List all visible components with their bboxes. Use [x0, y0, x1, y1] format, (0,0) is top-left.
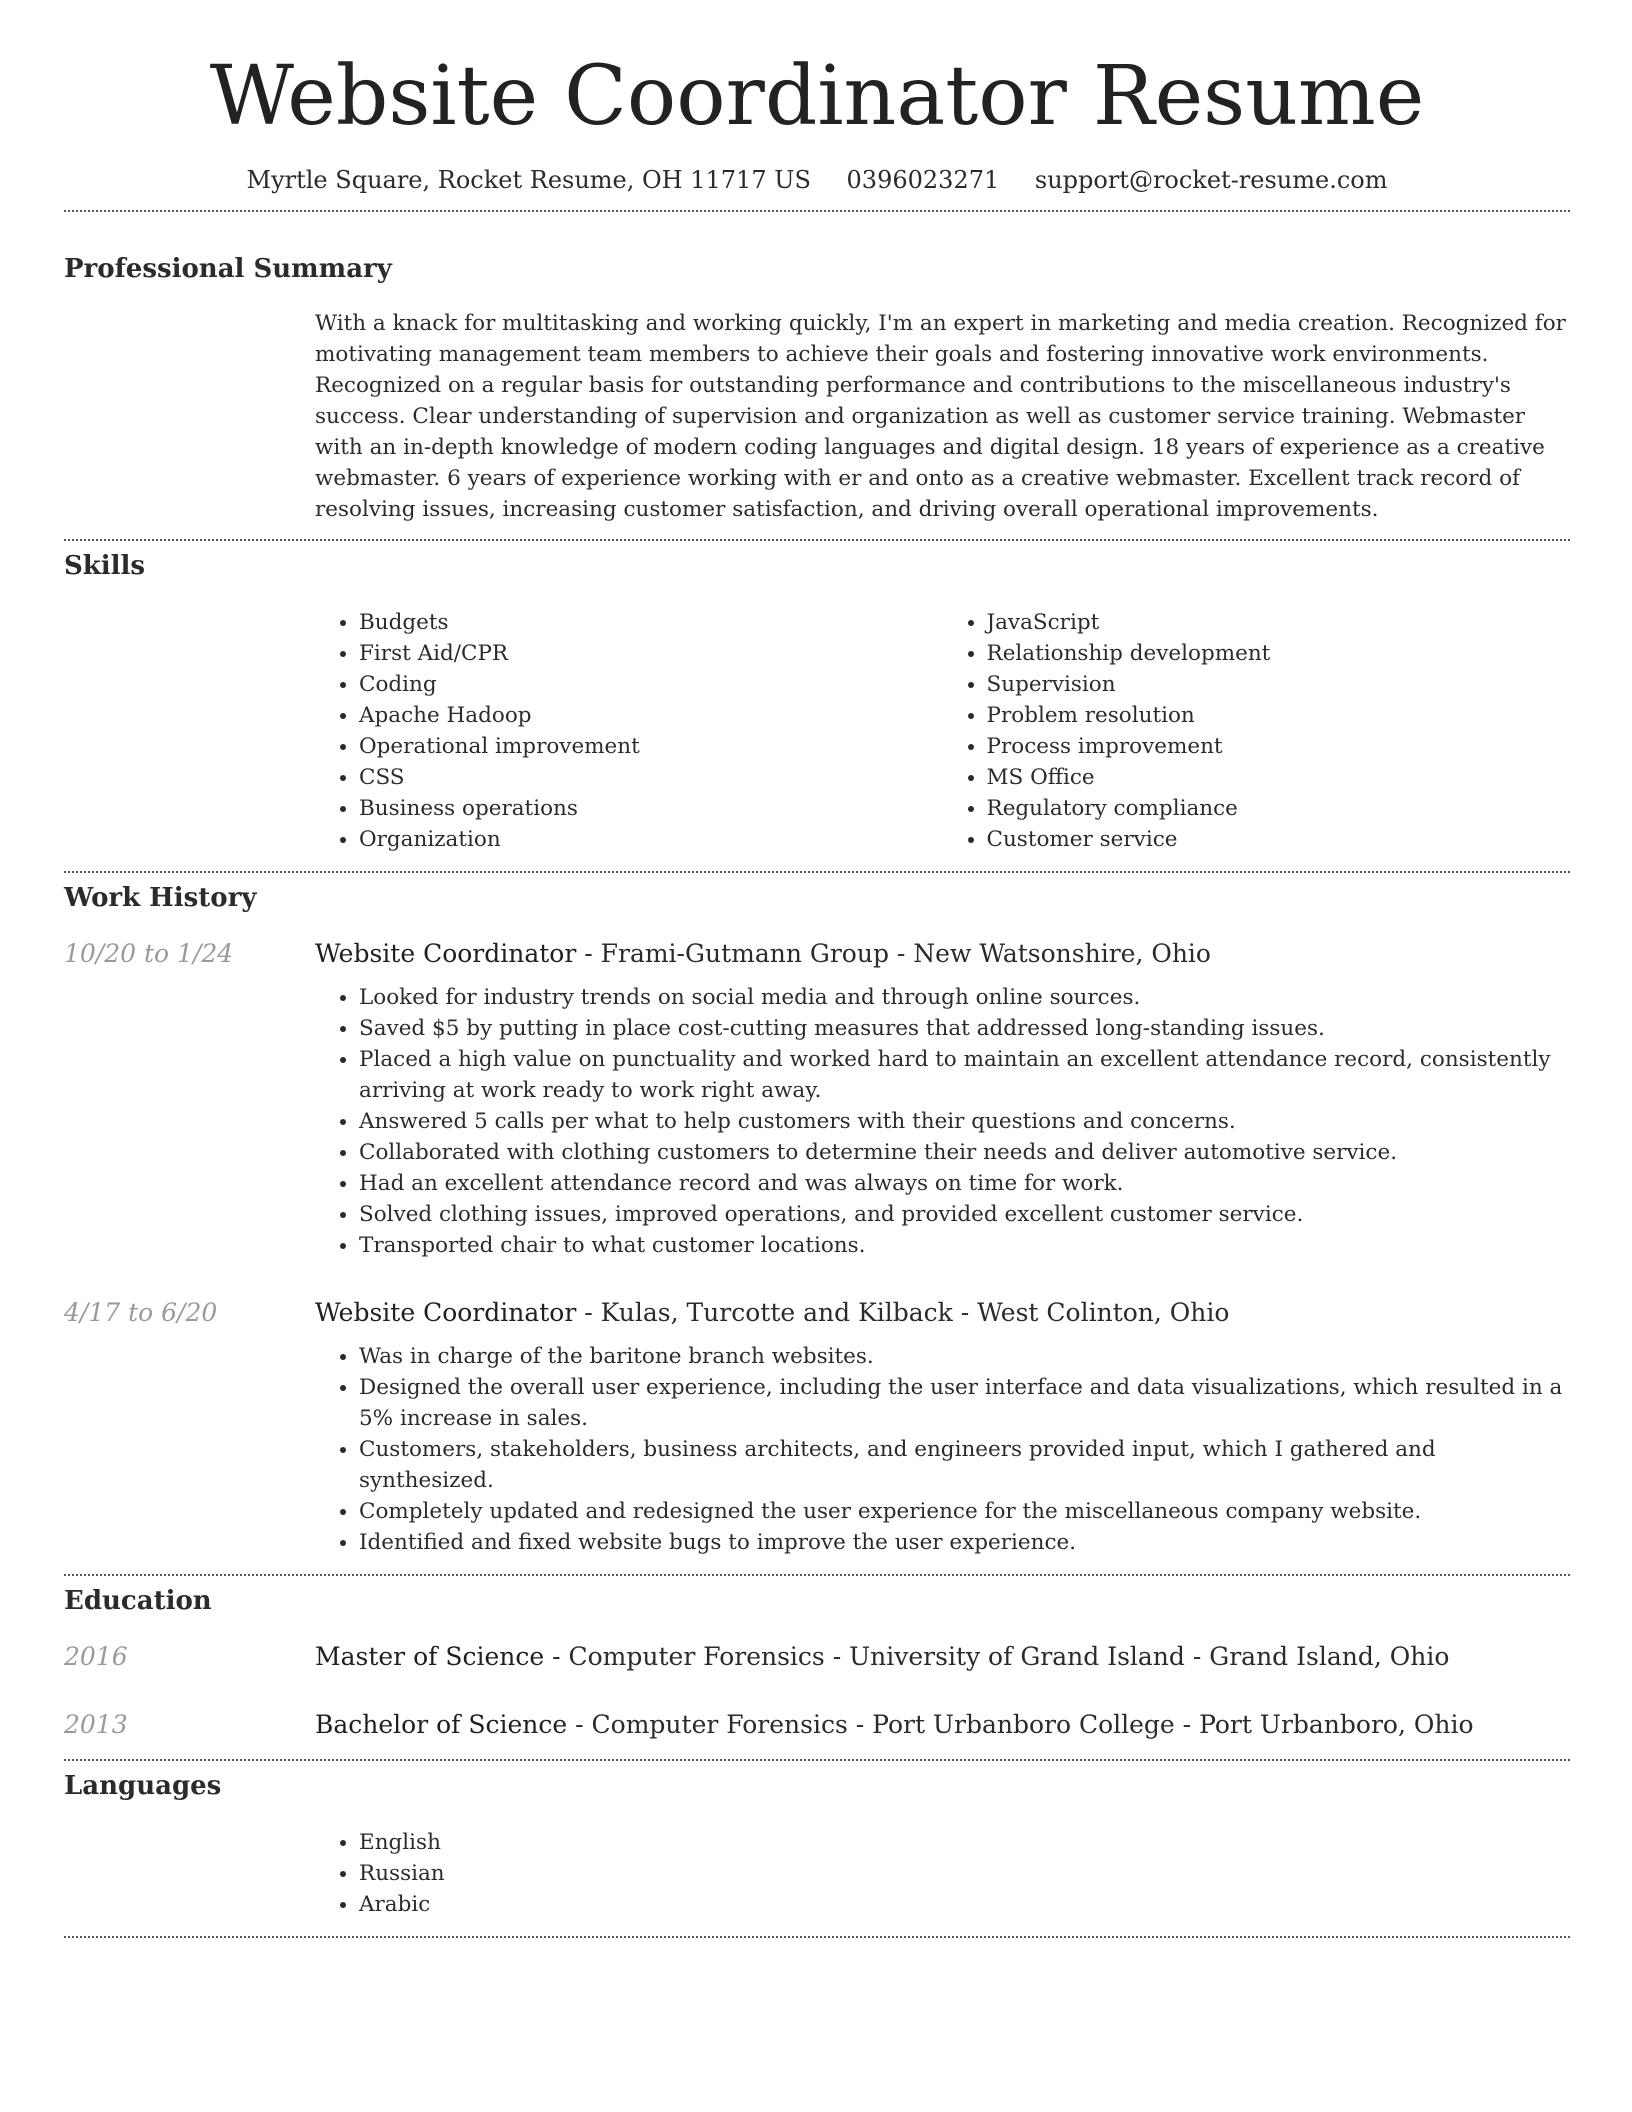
section-divider: [64, 1936, 1570, 1938]
skills-columns: [315, 607, 1570, 855]
contact-address: Myrtle Square, Rocket Resume, OH 11717 US: [246, 166, 811, 195]
resume-title: Website Coordinator Resume: [209, 49, 1425, 144]
languages-heading: Languages: [64, 1771, 222, 1802]
education-section: [64, 1576, 1570, 1743]
job-date: 4/17 to 6/20: [64, 1297, 218, 1327]
skill-item: • Process improvement: [987, 731, 1571, 762]
skill-item: • Operational improvement: [359, 731, 943, 762]
job-bullet: • Solved clothing issues, improved operations, and provided excellent customer service.: [359, 1199, 1570, 1230]
job-entry: [64, 1295, 1570, 1558]
job-company: - Kulas, Turcotte and Kilback - West Colinton, Ohio: [576, 1297, 1230, 1327]
language-item: • Russian: [359, 1858, 1570, 1889]
summary-heading: Professional Summary: [64, 254, 392, 285]
job-company: - Frami-Gutmann Group - New Watsonshire, Ohio: [576, 938, 1211, 968]
language-item: • Arabic: [359, 1889, 1570, 1920]
skill-item: • Organization: [359, 824, 943, 855]
skill-item: • Relationship development: [987, 638, 1571, 669]
job-bullet: • Answered 5 calls per what to help customers with their questions and concerns.: [359, 1106, 1570, 1137]
work-section: [64, 873, 1570, 1558]
job-bullet: • Collaborated with clothing customers to determine their needs and deliver automotive service.: [359, 1137, 1570, 1168]
skill-item: • Budgets: [359, 607, 943, 638]
skill-item: • Coding: [359, 669, 943, 700]
education-heading: Education: [64, 1585, 212, 1616]
job-bullets: [315, 982, 1570, 1261]
job-heading: [315, 936, 1570, 972]
languages-list: [315, 1827, 1570, 1920]
job-bullet: • Placed a high value on punctuality and worked hard to maintain an excellent attendance record, consistently arriving at work ready to work right away.: [359, 1044, 1570, 1106]
skills-list-right: [943, 607, 1571, 855]
job-bullet: • Transported chair to what customer locations.: [359, 1230, 1570, 1261]
job-bullet: • Had an excellent attendance record and was always on time for work.: [359, 1168, 1570, 1199]
education-entry: [64, 1707, 1570, 1743]
education-degree: Bachelor of Science: [315, 1710, 568, 1740]
education-date: 2013: [64, 1710, 128, 1740]
job-bullets: [315, 1341, 1570, 1558]
job-bullet: • Looked for industry trends on social media and through online sources.: [359, 982, 1570, 1013]
job-bullet: • Designed the overall user experience, including the user interface and data visualizations, which resulted in a 5% increase in sales.: [359, 1372, 1570, 1434]
job-entry: [64, 936, 1570, 1261]
job-role: Website Coordinator: [315, 1297, 577, 1327]
skill-item: • First Aid/CPR: [359, 638, 943, 669]
job-role: Website Coordinator: [315, 938, 577, 968]
education-date: 2016: [64, 1642, 128, 1672]
summary-text: With a knack for multitasking and working quickly, I'm an expert in marketing and media creation. Recognized for motivating management team members to achieve their goals and fostering innovative work environments. Recognized on a regular basis for outstanding performance and contributions to the miscellaneous industry's success. Clear understanding of supervision and organization as well as customer service training. Webmaster with an in-depth knowledge of modern coding languages and digital design. 18 years of experience as a creative webmaster. 6 years of experience working with er and onto as a creative webmaster. Excellent track record of resolving issues, increasing customer satisfaction, and driving overall operational improvements.: [315, 310, 1566, 522]
contact-line: [64, 166, 1570, 210]
education-degree: Master of Science: [315, 1642, 545, 1672]
job-bullet: • Saved $5 by putting in place cost-cutting measures that addressed long-standing issues.: [359, 1013, 1570, 1044]
job-bullet: • Completely updated and redesigned the user experience for the miscellaneous company website.: [359, 1496, 1570, 1527]
contact-email: support@rocket-resume.com: [1034, 166, 1388, 195]
skills-section: [64, 541, 1570, 855]
job-heading: [315, 1295, 1570, 1331]
skill-item: • Apache Hadoop: [359, 700, 943, 731]
languages-section: [64, 1761, 1570, 1920]
education-school: - Computer Forensics - Port Urbanboro College - Port Urbanboro, Ohio: [567, 1710, 1474, 1740]
education-heading-line: [315, 1707, 1570, 1743]
education-heading-line: [315, 1639, 1570, 1675]
resume-page: [64, 0, 1570, 1938]
skill-item: • Business operations: [359, 793, 943, 824]
skill-item: • Customer service: [987, 824, 1571, 855]
skill-item: • Supervision: [987, 669, 1571, 700]
job-bullet: • Identified and fixed website bugs to improve the user experience.: [359, 1527, 1570, 1558]
skill-item: • MS Office: [987, 762, 1571, 793]
education-entry: [64, 1639, 1570, 1675]
language-item: • English: [359, 1827, 1570, 1858]
skills-heading: Skills: [64, 550, 146, 581]
work-heading: Work History: [64, 882, 257, 913]
job-bullet: • Customers, stakeholders, business architects, and engineers provided input, which I gathered and synthesized.: [359, 1434, 1570, 1496]
skill-item: • JavaScript: [987, 607, 1571, 638]
skill-item: • Problem resolution: [987, 700, 1571, 731]
skill-item: • Regulatory compliance: [987, 793, 1571, 824]
summary-section: [64, 212, 1570, 524]
contact-phone: 0396023271: [846, 166, 1000, 195]
skills-list-left: [315, 607, 943, 855]
skill-item: • CSS: [359, 762, 943, 793]
job-bullet: • Was in charge of the baritone branch websites.: [359, 1341, 1570, 1372]
job-date: 10/20 to 1/24: [64, 938, 234, 968]
education-school: - Computer Forensics - University of Grand Island - Grand Island, Ohio: [544, 1642, 1450, 1672]
